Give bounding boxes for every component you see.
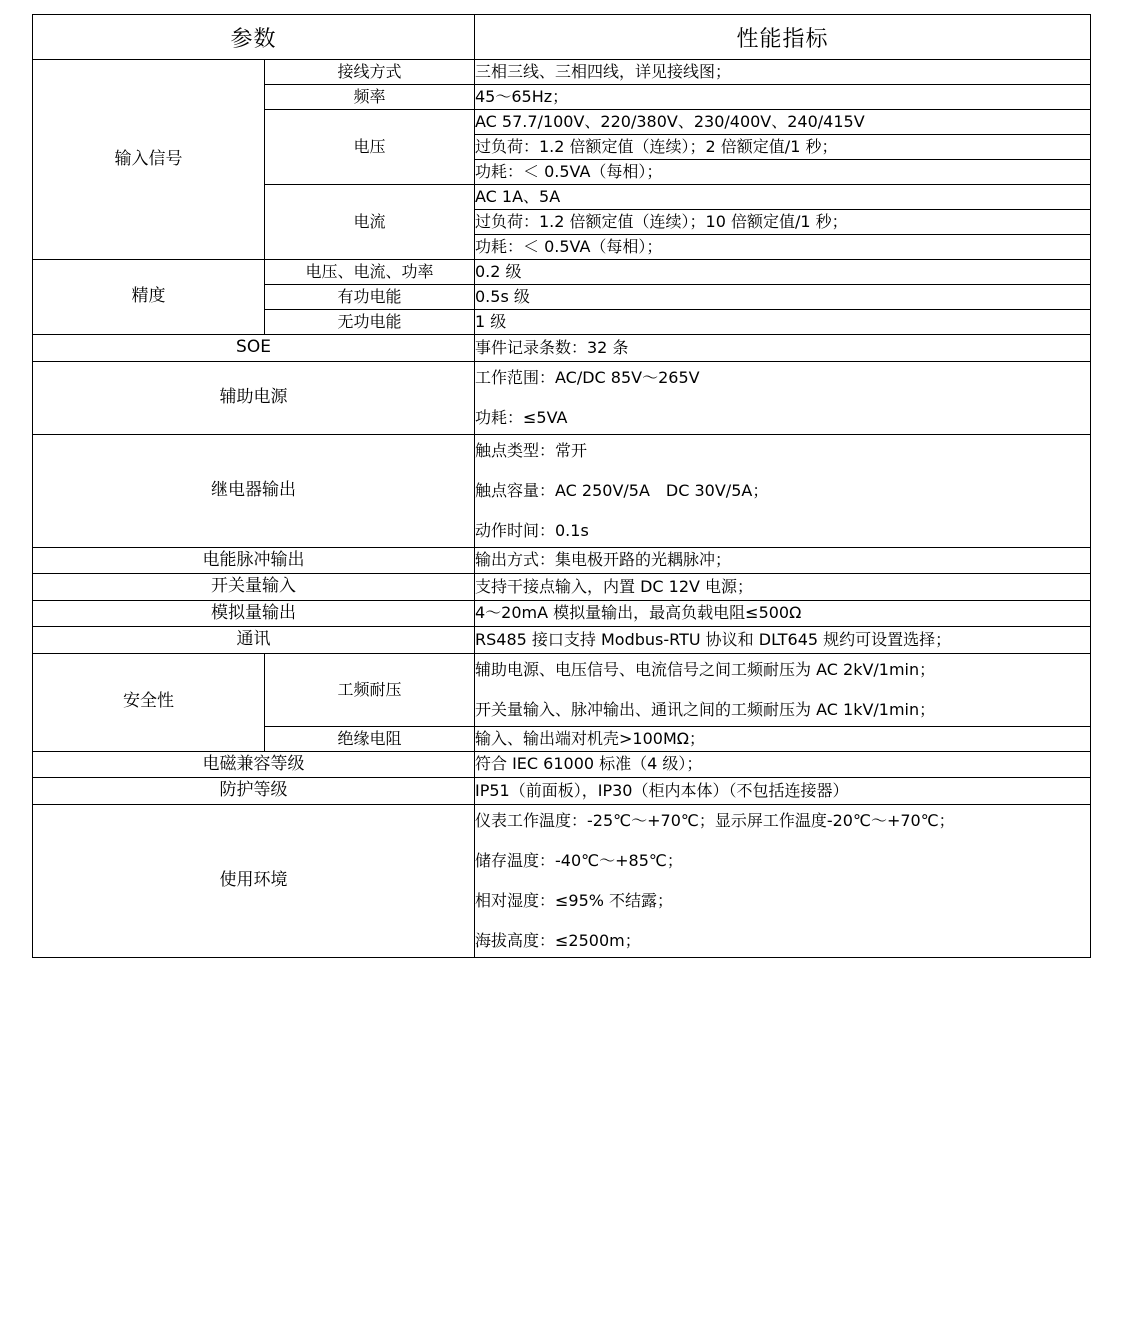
table-row <box>33 751 1091 778</box>
value-switch-input: 支持干接点输入，内置 DC 12V 电源； <box>475 574 1091 601</box>
table-row <box>33 260 1091 285</box>
environment-humidity: 相对湿度：≤95% 不结露； <box>475 890 674 910</box>
value-accuracy-active-energy: 0.5s 级 <box>475 285 1091 310</box>
withstand-line-2: 开关量输入、脉冲输出、通讯之间的工频耐压为 AC 1kV/1min； <box>475 699 936 719</box>
table-row <box>33 335 1091 362</box>
table-row <box>33 361 1091 434</box>
category-emc: 电磁兼容等级 <box>33 751 475 778</box>
label-wiring-method: 接线方式 <box>265 60 475 85</box>
category-input-signal: 输入信号 <box>33 60 265 260</box>
environment-operating-temp: 仪表工作温度：-25℃～+70℃；显示屏工作温度-20℃～+70℃； <box>475 810 955 830</box>
table-row <box>33 574 1091 601</box>
value-emc: 符合 IEC 61000 标准（4 级）； <box>475 751 1091 778</box>
value-protection-rating: IP51（前面板），IP30（柜内本体）（不包括连接器） <box>475 778 1091 805</box>
value-relay-output <box>475 434 1091 547</box>
relay-action-time: 动作时间：0.1s <box>475 520 589 540</box>
category-soe: SOE <box>33 335 475 362</box>
value-voltage-range: AC 57.7/100V、220/380V、230/400V、240/415V <box>475 110 1091 135</box>
table-row <box>33 600 1091 627</box>
category-aux-power: 辅助电源 <box>33 361 475 434</box>
withstand-line-1: 辅助电源、电压信号、电流信号之间工频耐压为 AC 2kV/1min； <box>475 659 936 679</box>
label-accuracy-vip: 电压、电流、功率 <box>265 260 475 285</box>
relay-contact-type: 触点类型：常开 <box>475 440 588 460</box>
category-safety: 安全性 <box>33 653 265 751</box>
label-insulation-resistance: 绝缘电阻 <box>265 726 475 751</box>
value-insulation-resistance: 输入、输出端对机壳>100MΩ； <box>475 726 1091 751</box>
table-row <box>33 653 1091 726</box>
table-row <box>33 627 1091 654</box>
category-accuracy: 精度 <box>33 260 265 335</box>
aux-power-consumption: 功耗：≤5VA <box>475 407 568 427</box>
table-row <box>33 804 1091 957</box>
label-frequency: 频率 <box>265 85 475 110</box>
table-row <box>33 60 1091 85</box>
category-analog-output: 模拟量输出 <box>33 600 475 627</box>
table-row <box>33 547 1091 574</box>
label-current: 电流 <box>265 185 475 260</box>
value-current-range: AC 1A、5A <box>475 185 1091 210</box>
value-power-frequency-withstand <box>475 653 1091 726</box>
header-performance: 性能指标 <box>475 15 1091 60</box>
value-wiring-method: 三相三线、三相四线，详见接线图； <box>475 60 1091 85</box>
label-accuracy-reactive-energy: 无功电能 <box>265 310 475 335</box>
category-environment: 使用环境 <box>33 804 475 957</box>
category-communication: 通讯 <box>33 627 475 654</box>
table-header-row <box>33 15 1091 60</box>
label-power-frequency-withstand: 工频耐压 <box>265 653 475 726</box>
value-accuracy-reactive-energy: 1 级 <box>475 310 1091 335</box>
value-environment <box>475 804 1091 957</box>
label-voltage: 电压 <box>265 110 475 185</box>
label-accuracy-active-energy: 有功电能 <box>265 285 475 310</box>
relay-contact-capacity: 触点容量：AC 250V/5A DC 30V/5A； <box>475 480 769 500</box>
value-accuracy-vip: 0.2 级 <box>475 260 1091 285</box>
table-row <box>33 434 1091 547</box>
category-protection-rating: 防护等级 <box>33 778 475 805</box>
environment-storage-temp: 储存温度：-40℃～+85℃； <box>475 850 683 870</box>
aux-power-range: 工作范围：AC/DC 85V～265V <box>475 367 700 387</box>
value-aux-power <box>475 361 1091 434</box>
value-voltage-overload: 过负荷：1.2 倍额定值（连续）；2 倍额定值/1 秒； <box>475 135 1091 160</box>
value-communication: RS485 接口支持 Modbus-RTU 协议和 DLT645 规约可设置选择； <box>475 627 1091 654</box>
value-current-overload: 过负荷：1.2 倍额定值（连续）；10 倍额定值/1 秒； <box>475 210 1091 235</box>
table-row <box>33 778 1091 805</box>
value-soe: 事件记录条数：32 条 <box>475 335 1091 362</box>
specification-table <box>32 14 1091 958</box>
value-frequency: 45～65Hz； <box>475 85 1091 110</box>
header-parameter: 参数 <box>33 15 475 60</box>
value-voltage-consumption: 功耗：＜ 0.5VA（每相）； <box>475 160 1091 185</box>
environment-altitude: 海拔高度：≤2500m； <box>475 930 641 950</box>
category-relay-output: 继电器输出 <box>33 434 475 547</box>
value-current-consumption: 功耗：＜ 0.5VA（每相）； <box>475 235 1091 260</box>
category-switch-input: 开关量输入 <box>33 574 475 601</box>
category-pulse-output: 电能脉冲输出 <box>33 547 475 574</box>
value-analog-output: 4～20mA 模拟量输出，最高负载电阻≤500Ω <box>475 600 1091 627</box>
value-pulse-output: 输出方式：集电极开路的光耦脉冲； <box>475 547 1091 574</box>
